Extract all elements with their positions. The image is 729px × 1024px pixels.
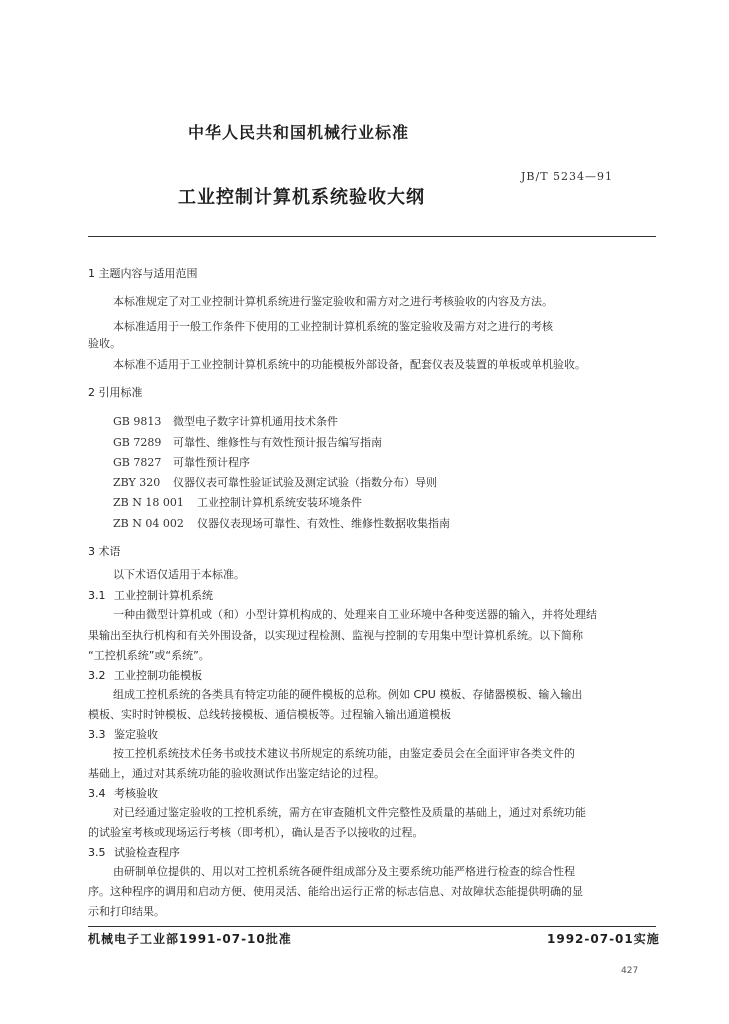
section-1-heading: 1 主题内容与适用范围 [88, 267, 198, 280]
reference-title: 仪器仪表现场可靠性、有效性、维修性数据收集指南 [197, 517, 450, 530]
term-3-4-line-1: 对已经通过鉴定验收的工控机系统，需方在审查随机文件完整性及质量的基础上，通过对系统功能 [113, 806, 586, 819]
term-3-1-heading [88, 587, 213, 603]
term-number: 3.2 [88, 669, 106, 682]
term-3-2-heading [88, 667, 202, 683]
reference-title: 可靠性预计程序 [173, 456, 250, 469]
reference-code: ZB N 04 002 [113, 517, 184, 530]
section-2-heading: 2 引用标准 [88, 386, 143, 399]
reference-item [113, 410, 338, 429]
reference-title: 工业控制计算机系统安装环境条件 [197, 496, 362, 509]
standard-code: JB/T 5234—91 [521, 170, 614, 183]
term-3-2-line-1: 组成工控机系统的各类具有特定功能的硬件模板的总称。例如 CPU 模板、存储器模板、输入输出 [113, 688, 583, 701]
approval-date: 机械电子工业部1991-07-10批准 [88, 932, 292, 946]
footer-rule [88, 926, 656, 927]
reference-item [113, 431, 382, 450]
page-number: 427 [621, 966, 639, 976]
term-number: 3.3 [88, 728, 106, 741]
term-label: 试验检查程序 [114, 846, 180, 859]
section-3-heading: 3 术语 [88, 545, 121, 558]
term-3-4-heading [88, 785, 158, 801]
term-label: 工业控制功能模板 [114, 669, 202, 682]
reference-code: ZBY 320 [113, 476, 161, 489]
header-rule [88, 236, 656, 237]
term-label: 考核验收 [114, 787, 158, 800]
term-3-4-line-2: 的试验室考核或现场运行考核（即考机），确认是否予以接收的过程。 [88, 826, 424, 839]
section-3-intro: 以下术语仅适用于本标准。 [113, 568, 245, 581]
reference-code: ZB N 18 001 [113, 496, 184, 509]
term-label: 鉴定验收 [114, 728, 158, 741]
effective-date: 1992-07-01实施 [547, 932, 660, 946]
reference-title: 微型电子数字计算机通用技术条件 [173, 415, 338, 428]
term-3-1-line-2: 果输出至执行机构和有关外围设备，以实现过程检测、监视与控制的专用集中型计算机系统。以下简称 [88, 629, 583, 642]
issuer-heading: 中华人民共和国机械行业标准 [188, 123, 410, 142]
reference-item [113, 491, 362, 510]
term-label: 工业控制计算机系统 [114, 589, 213, 602]
reference-title: 仪器仪表可靠性验证试验及测定试验（指数分布）导则 [173, 476, 437, 489]
term-number: 3.5 [88, 846, 106, 859]
reference-item [113, 451, 250, 470]
term-number: 3.1 [88, 589, 106, 602]
term-3-3-line-2: 基础上，通过对其系统功能的验收测试作出鉴定结论的过程。 [88, 767, 385, 780]
term-3-3-heading [88, 726, 158, 742]
section-1-paragraph-1: 本标准规定了对工业控制计算机系统进行鉴定验收和需方对之进行考核验收的内容及方法。 [113, 295, 553, 308]
term-3-5-line-2: 序。这种程序的调用和启动方便、使用灵活、能给出运行正常的标志信息、对故障状态能提供明确的显 [88, 885, 583, 898]
term-number: 3.4 [88, 787, 106, 800]
term-3-2-line-2: 模板、实时时钟模板、总线转接模板、通信模板等。过程输入输出通道模板 [88, 708, 451, 721]
reference-item [113, 512, 450, 531]
section-1-paragraph-2: 本标准适用于一般工作条件下使用的工业控制计算机系统的鉴定验收及需方对之进行的考核 [113, 320, 553, 333]
reference-code: GB 7827 [113, 456, 162, 469]
term-3-1-line-1: 一种由微型计算机或（和）小型计算机构成的、处理来自工业环境中各种变送器的输入，并将处理结 [113, 608, 597, 621]
reference-code: GB 9813 [113, 415, 162, 428]
term-3-1-line-3: “工控机系统”或“系统”。 [88, 649, 210, 662]
term-3-5-heading [88, 844, 180, 860]
term-3-5-line-3: 示和打印结果。 [88, 905, 165, 918]
term-3-3-line-1: 按工控机系统技术任务书或技术建议书所规定的系统功能，由鉴定委员会在全面评审各类文件的 [113, 747, 575, 760]
reference-item [113, 471, 437, 490]
section-1-paragraph-2-cont: 验收。 [88, 337, 121, 350]
term-3-5-line-1: 由研制单位提供的、用以对工控机系统各硬件组成部分及主要系统功能严格进行检查的综合性程 [113, 865, 575, 878]
document-title: 工业控制计算机系统验收大纲 [178, 187, 425, 208]
reference-title: 可靠性、维修性与有效性预计报告编写指南 [173, 436, 382, 449]
reference-code: GB 7289 [113, 436, 162, 449]
section-1-paragraph-3: 本标准不适用于工业控制计算机系统中的功能模板外部设备，配套仪表及装置的单板或单机验收。 [113, 358, 586, 371]
